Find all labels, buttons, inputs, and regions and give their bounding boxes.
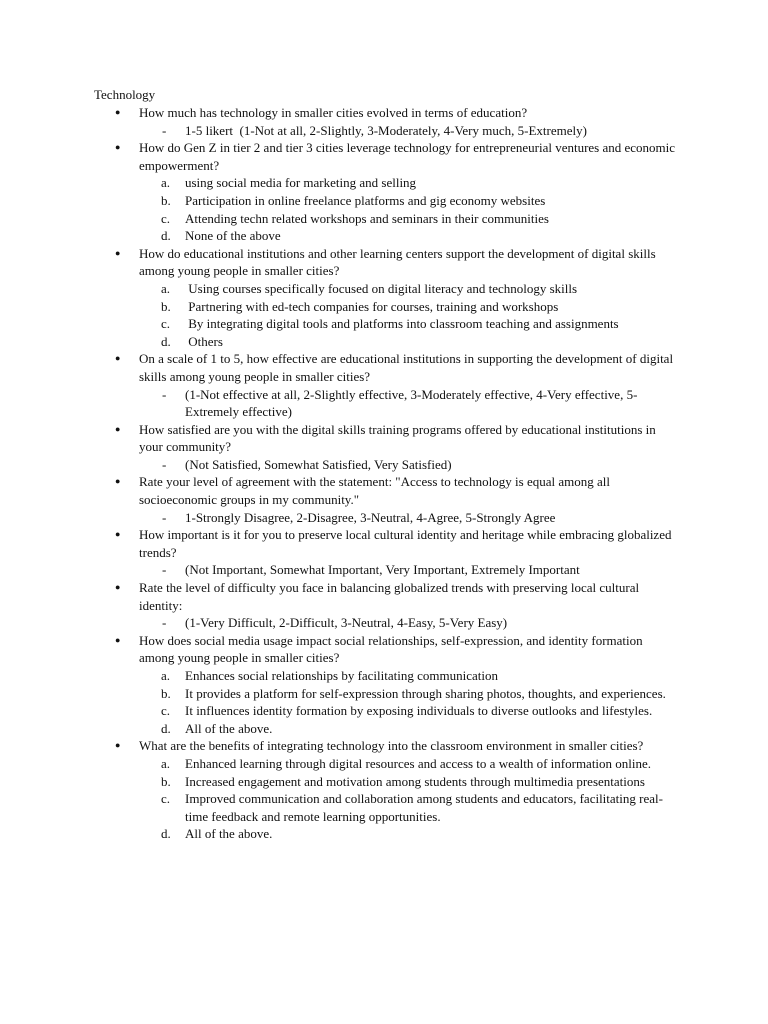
question-item xyxy=(0,473,768,526)
option-item xyxy=(139,333,676,351)
option-item xyxy=(139,174,676,192)
option-text: (Not Important, Somewhat Important, Very Important, Extremely Important xyxy=(185,562,580,578)
option-letter: a. xyxy=(161,755,171,771)
bullet-icon: ● xyxy=(115,634,121,645)
option-text: All of the above. xyxy=(185,720,273,736)
option-item xyxy=(139,298,676,316)
option-list xyxy=(139,386,676,421)
option-item xyxy=(139,790,676,825)
option-item xyxy=(139,122,676,140)
option-list xyxy=(139,509,676,527)
question-item xyxy=(0,421,768,474)
option-text: Increased engagement and motivation among students through multimedia presentations xyxy=(185,773,645,789)
option-list xyxy=(139,667,676,737)
bullet-icon: ● xyxy=(115,107,121,117)
dash-marker: - xyxy=(162,562,167,578)
question-item xyxy=(0,104,768,139)
question-list xyxy=(0,104,768,843)
option-letter: b. xyxy=(161,298,171,314)
option-letter: d. xyxy=(161,826,171,842)
option-letter: b. xyxy=(161,192,171,208)
option-list xyxy=(139,561,676,579)
option-text: It influences identity formation by exposing individuals to diverse outlooks and lifestyles. xyxy=(185,703,653,719)
option-text: (Not Satisfied, Somewhat Satisfied, Very Satisfied) xyxy=(185,456,452,472)
dash-marker: - xyxy=(162,386,167,402)
option-letter: b. xyxy=(161,685,171,701)
option-text: 1-Strongly Disagree, 2-Disagree, 3-Neutral, 4-Agree, 5-Strongly Agree xyxy=(185,509,556,525)
option-text: Partnering with ed-tech companies for courses, training and workshops xyxy=(185,298,559,314)
option-text: Attending techn related workshops and seminars in their communities xyxy=(185,210,549,226)
bullet-icon: ● xyxy=(115,353,121,364)
question-item xyxy=(0,579,768,632)
question-item xyxy=(0,350,768,420)
question-item xyxy=(0,245,768,351)
option-text: Enhanced learning through digital resources and access to a wealth of information online. xyxy=(185,755,652,771)
question-text: How do Gen Z in tier 2 and tier 3 cities leverage technology for entrepreneurial ventures and economic empowerment? xyxy=(139,140,676,173)
option-text: 1-5 likert (1-Not at all, 2-Slightly, 3-Moderately, 4-Very much, 5-Extremely) xyxy=(185,122,587,138)
option-text: (1-Very Difficult, 2-Difficult, 3-Neutral, 4-Easy, 5-Very Easy) xyxy=(185,615,508,631)
question-item xyxy=(0,139,768,245)
question-item xyxy=(0,737,768,843)
option-list xyxy=(139,755,676,843)
option-text: Enhances social relationships by facilitating communication xyxy=(185,668,498,683)
option-list xyxy=(139,122,676,140)
option-letter: c. xyxy=(161,791,171,807)
question-text: How satisfied are you with the digital skills training programs offered by educational institutions in your community? xyxy=(139,421,656,455)
option-item xyxy=(139,280,676,298)
option-letter: d. xyxy=(161,228,171,244)
option-letter: b. xyxy=(161,773,171,789)
bullet-icon: ● xyxy=(115,740,121,751)
option-item xyxy=(139,614,676,632)
option-letter: c. xyxy=(161,210,171,226)
dash-marker: - xyxy=(162,456,167,472)
option-list xyxy=(139,456,676,474)
dash-marker: - xyxy=(162,509,167,525)
bullet-icon: ● xyxy=(115,423,121,434)
option-text: Improved communication and collaboration among students and educators, facilitating real-time feedback and remote learning opportunities. xyxy=(185,791,663,824)
option-letter: d. xyxy=(161,333,171,349)
option-letter: d. xyxy=(161,720,171,736)
option-item xyxy=(139,720,676,738)
option-item xyxy=(139,561,676,579)
option-text: (1-Not effective at all, 2-Slightly effective, 3-Moderately effective, 4-Very effective, 5-Extremely effective) xyxy=(185,386,638,420)
option-list xyxy=(139,614,676,632)
option-letter: a. xyxy=(161,280,171,296)
option-text: By integrating digital tools and platforms into classroom teaching and assignments xyxy=(185,316,619,332)
option-item xyxy=(139,456,676,474)
option-list xyxy=(139,174,676,244)
question-text: How much has technology in smaller cities evolved in terms of education? xyxy=(139,105,528,120)
option-item xyxy=(139,685,676,703)
option-item xyxy=(139,702,676,720)
option-item xyxy=(139,315,676,333)
dash-marker: - xyxy=(162,122,167,138)
page-title: Technology xyxy=(94,87,156,102)
dash-marker: - xyxy=(162,615,167,631)
option-item xyxy=(139,210,676,228)
option-item xyxy=(139,227,676,245)
bullet-icon: ● xyxy=(115,142,121,153)
question-text: How does social media usage impact social relationships, self-expression, and identity formation among young people in smaller cities? xyxy=(139,632,643,666)
question-item xyxy=(0,526,768,579)
question-text: Rate the level of difficulty you face in balancing globalized trends with preserving local cultural identity: xyxy=(139,580,640,613)
option-item xyxy=(139,773,676,791)
question-text: What are the benefits of integrating technology into the classroom environment in smaller cities? xyxy=(139,738,644,754)
option-item xyxy=(139,825,676,843)
option-text: It provides a platform for self-expression through sharing photos, thoughts, and experiences. xyxy=(185,685,666,701)
option-text: Using courses specifically focused on digital literacy and technology skills xyxy=(185,280,578,296)
bullet-icon: ● xyxy=(115,582,121,593)
question-text: Rate your level of agreement with the statement: "Access to technology is equal among all socioeconomic groups in my community." xyxy=(139,474,610,508)
option-list xyxy=(139,280,676,350)
option-text: using social media for marketing and selling xyxy=(185,175,417,191)
option-text: All of the above. xyxy=(185,826,273,842)
bullet-icon: ● xyxy=(115,476,121,487)
option-text: None of the above xyxy=(185,228,281,244)
option-letter: c. xyxy=(161,703,171,719)
option-item xyxy=(139,192,676,210)
option-item xyxy=(139,667,676,685)
question-text: How important is it for you to preserve local cultural identity and heritage while embracing globalized trends? xyxy=(139,527,672,560)
bullet-icon: ● xyxy=(115,529,121,540)
question-item xyxy=(0,632,768,738)
option-letter: c. xyxy=(161,316,171,332)
option-item xyxy=(139,386,676,421)
question-text: How do educational institutions and other learning centers support the development of digital skills among young people in smaller cities? xyxy=(139,245,656,279)
option-item xyxy=(139,509,676,527)
option-letter: a. xyxy=(161,668,171,683)
option-text: Others xyxy=(185,333,223,349)
question-text: On a scale of 1 to 5, how effective are educational institutions in supporting the development of digital skills among young people in smaller cities? xyxy=(139,351,674,384)
option-item xyxy=(139,755,676,773)
option-text: Participation in online freelance platforms and gig economy websites xyxy=(185,192,546,208)
option-letter: a. xyxy=(161,175,171,191)
bullet-icon: ● xyxy=(115,247,121,258)
